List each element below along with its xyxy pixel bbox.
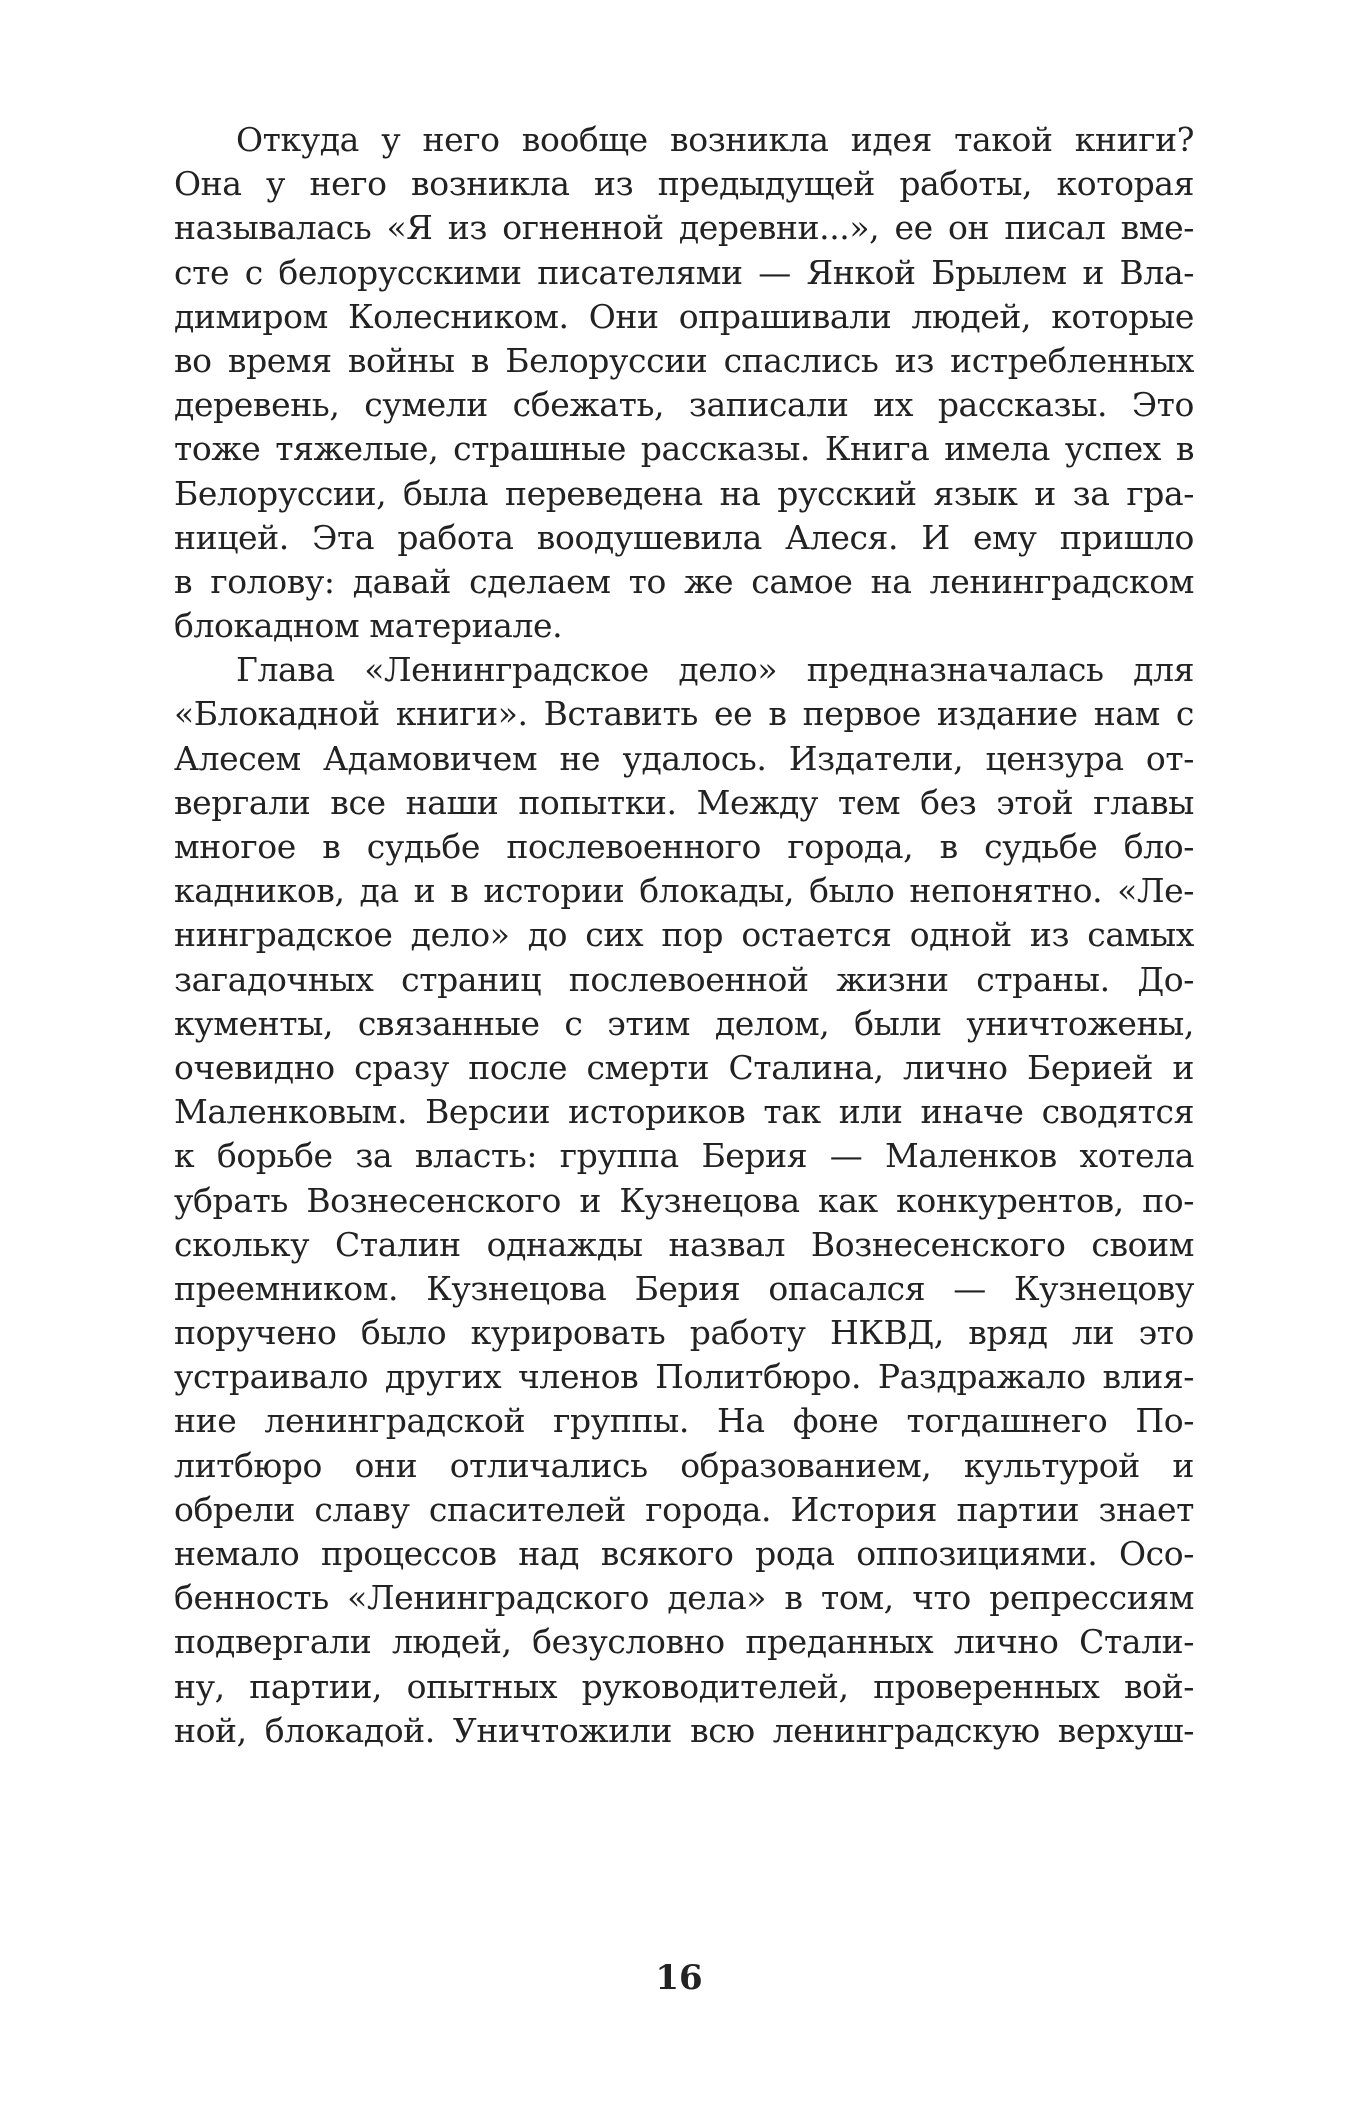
text-line: к борьбе за власть: группа Берия — Маленков хотела — [174, 1136, 1194, 1176]
body-text — [174, 118, 1194, 1753]
text-line: тоже тяжелые, страшные рассказы. Книга имела успех в — [174, 429, 1194, 469]
text-line: димиром Колесником. Они опрашивали людей, которые — [174, 296, 1194, 336]
text-line: немало процессов над всякого рода оппозициями. Осо- — [174, 1534, 1194, 1573]
text-line: литбюро они отличались образованием, культурой и — [174, 1445, 1194, 1485]
text-line: Откуда у него вообще возникла идея такой книги? — [236, 120, 1194, 159]
text-line: Она у него возникла из предыдущей работы, которая — [174, 164, 1194, 204]
text-line: ницей. Эта работа воодушевила Алеся. И ему пришло — [174, 517, 1194, 557]
text-line: многое в судьбе послевоенного города, в судьбе бло- — [174, 827, 1194, 866]
paragraph-1 — [174, 118, 1194, 648]
text-line: ну, партии, опытных руководителей, проверенных вой- — [174, 1666, 1194, 1706]
text-line: «Блокадной книги». Вставить ее в первое издание нам с — [174, 694, 1194, 734]
text-line: блокадном материале. — [174, 606, 563, 646]
text-line: вергали все наши попытки. Между тем без этой главы — [174, 782, 1194, 822]
text-line: во время войны в Белоруссии спаслись из истребленных — [174, 340, 1194, 380]
text-line: ной, блокадой. Уничтожили всю ленинградскую верхуш- — [174, 1710, 1194, 1750]
text-line: Глава «Ленинградское дело» предназначалась для — [236, 650, 1194, 690]
text-line: кадников, да и в истории блокады, было непонятно. «Ле- — [174, 871, 1194, 911]
text-line: называлась «Я из огненной деревни...», ее он писал вме- — [174, 208, 1194, 248]
text-line: кументы, связанные с этим делом, были уничтожены, — [174, 1003, 1194, 1043]
text-line: убрать Вознесенского и Кузнецова как конкурентов, по- — [174, 1180, 1194, 1220]
text-line: устраивало других членов Политбюро. Раздражало влия- — [174, 1357, 1194, 1397]
text-line: ние ленинградской группы. На фоне тогдашнего По- — [174, 1401, 1194, 1441]
text-line: загадочных страниц послевоенной жизни страны. До- — [174, 959, 1194, 999]
text-line: сте с белорусскими писателями — Янкой Брылем и Вла- — [174, 252, 1194, 292]
text-line: очевидно сразу после смерти Сталина, лично Берией и — [174, 1047, 1194, 1087]
text-line: Белоруссии, была переведена на русский язык и за гра- — [174, 473, 1194, 513]
text-line: скольку Сталин однажды назвал Вознесенского своим — [174, 1224, 1194, 1264]
text-line: в голову: давай сделаем то же самое на ленинградском — [174, 561, 1194, 601]
text-line: нинградское дело» до сих пор остается одной из самых — [174, 915, 1194, 955]
page-number: 16 — [655, 1958, 703, 1998]
text-line: деревень, сумели сбежать, записали их рассказы. Это — [174, 385, 1194, 425]
text-line: обрели славу спасителей города. История партии знает — [174, 1489, 1194, 1529]
text-line: преемником. Кузнецова Берия опасался — Кузнецову — [174, 1268, 1194, 1308]
paragraph-2 — [174, 648, 1194, 1753]
text-line: Маленковым. Версии историков так или иначе сводятся — [174, 1092, 1194, 1132]
text-line: бенность «Ленинградского дела» в том, что репрессиям — [174, 1578, 1194, 1618]
text-line: Алесем Адамовичем не удалось. Издатели, цензура от- — [174, 738, 1194, 778]
text-line: поручено было курировать работу НКВД, вряд ли это — [174, 1313, 1194, 1353]
text-line: подвергали людей, безусловно преданных лично Стали- — [174, 1622, 1194, 1662]
